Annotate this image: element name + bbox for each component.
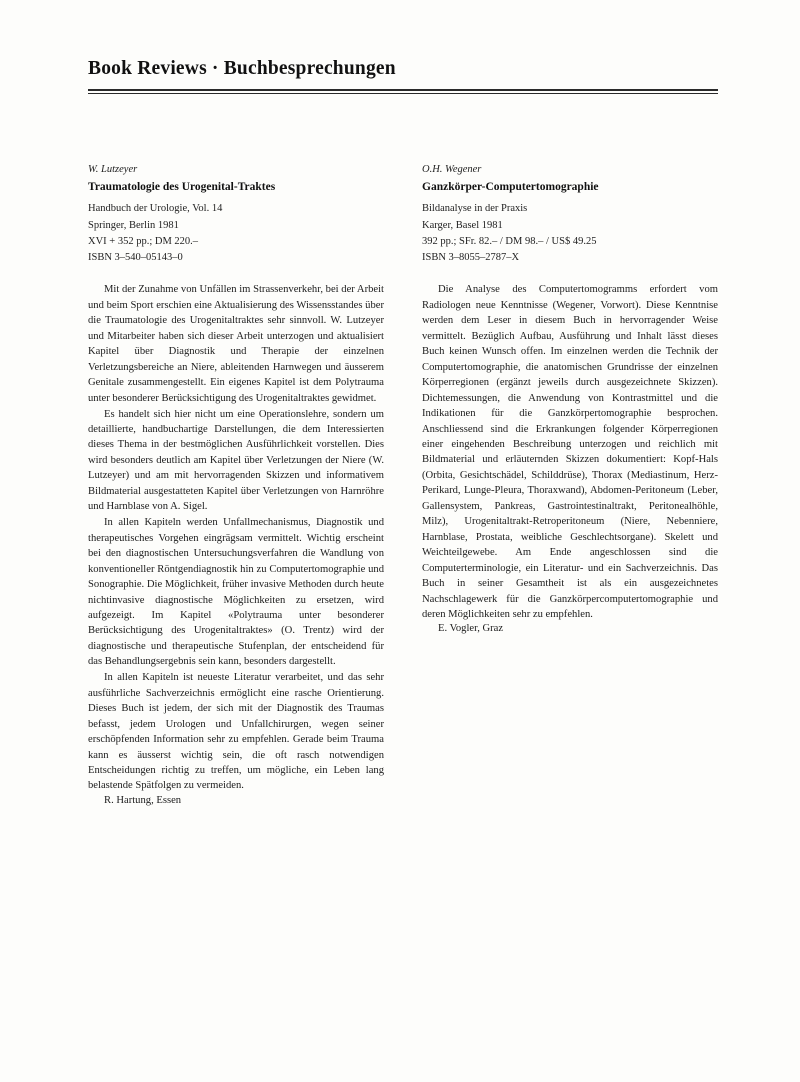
- review-body: [422, 282, 718, 622]
- review-column-right: [422, 164, 718, 806]
- review-paragraph: In allen Kapiteln werden Unfallmechanismus, Diagnostik und therapeutisches Vorgehen eingrägsam vermittelt. Wichtig erscheint bei den diagnostischen Untersuchungsverfahren die Wandlung von konventioneller Röntgendiagnostik hin zu Computertomographie und Sonographie. Die Möglichkeit, früher invasive Methoden durch heute nichtinvasive diagnostische Möglichkeiten zu ersetzen, wird aufgezeigt. Im Kapitel «Polytrauma unter besonderer Berücksichtigung des Urogenitaltraktes» (O. Trentz) wird der diagnostische und therapeutische Stufenplan, der entscheidend für das Behandlungsergebnis sein kann, besonders dargestellt.: [88, 517, 384, 668]
- review-paragraph: Die Analyse des Computertomogramms erfordert vom Radiologen neue Kenntnisse (Wegener, Vorwort). Diese Kenntnise werden dem Leser in diesem Buch in hervorragender Weise vermittelt. Bezüglich Aufbau, Ausführung und Inhalt lässt dieses Buch keinen Wunsch offen. Im einzelnen werden die Technik der Computertomographie, die anatomischen Grundrisse der einzelnen Körperregionen (ergänzt jeweils durch ausgezeichnete Skizzen). Dichtemessungen, die Anwendung von Kontrastmittel und die Indikationen für die Ganzkörpertomographie besprochen. Anschliessend sind die Erkrankungen folgender Körperregionen einer eingehenden Beschreibung unterzogen und reichlich mit Bildmaterial und erläuternden Skizzen dokumentiert: Kopf-Hals (Orbita, Gesichtschädel, Schilddrüse), Thorax (Mediastinum, Herz-Perikard, Lunge-Pleura, Thoraxwand), Abdomen-Peritoneum (Leber, Gallensystem, Pankreas, Gastrointestinaltrakt, Peritonealhöhle, Milz), Urogenitaltrakt-Retroperitoneum (Niere, Nebenniere, Harnblase, Prostata, weibliche Geschlechtsorgane). Skelett und Weichteilgewebe. Am Ende angeschlossen sind die Computerterminologie, ein Literatur- und ein Sachverzeichnis. Das Buch in seiner Gesamtheit ist als ein ausgezeichnetes Nachschlagewerk für die Ganzkörpercomputertomographie und deren Möglichkeiten sehr zu empfehlen.: [422, 284, 718, 620]
- title-divider: [88, 89, 718, 94]
- review-pages-price: 392 pp.; SFr. 82.– / DM 98.– / US$ 49.25: [422, 235, 597, 247]
- page-title: Book Reviews · Buchbesprechungen: [88, 58, 396, 79]
- review-metadata: [422, 201, 718, 266]
- review-signature: E. Vogler, Graz: [438, 623, 504, 635]
- review-isbn: ISBN 3–8055–2787–X: [422, 252, 520, 264]
- review-body: [88, 282, 384, 793]
- review-paragraph: In allen Kapiteln ist neueste Literatur verarbeitet, und das sehr ausführliche Sachverzeichnis ermöglicht eine rasche Orientierung. Dieses Buch ist jedem, der sich mit der Diagnostik des Traumas befasst, jedem Urologen und Unfallchirurgen, wegen seiner erschöpfenden Information sehr zu empfehlen. Gerade beim Trauma kann es äusserst wichtig sein, die oft rasch notwendigen Entscheidungen richtig zu treffen, um mögliche, ein Leben lang belastende Spätfolgen zu vermeiden.: [88, 672, 384, 792]
- review-title: Ganzkörper-Computertomographie: [422, 181, 599, 193]
- review-column-left: [88, 164, 384, 806]
- review-publisher: Springer, Berlin 1981: [88, 219, 179, 231]
- two-column-layout: [88, 164, 718, 806]
- review-paragraph: Es handelt sich hier nicht um eine Operationslehre, sondern um detaillierte, handbuchartige Darstellungen, die dem Interessierten dieses Thema in der bestmöglichen Ausführlichkeit vorstellen. Dies wird besonders deutlich am Kapitel über Verletzungen der Niere (W. Lutzeyer) und am mit hervorragenden Skizzen und informativem Bildmaterial ausgestatteten Kapitel über Verletzungen von Harnröhre und Harnblase von A. Sigel.: [88, 408, 384, 513]
- review-author: W. Lutzeyer: [88, 164, 138, 175]
- review-subtitle: Bildanalyse in der Praxis: [422, 203, 528, 215]
- review-title: Traumatologie des Urogenital-Traktes: [88, 181, 276, 193]
- review-series: Handbuch der Urologie, Vol. 14: [88, 203, 223, 215]
- review-author: O.H. Wegener: [422, 164, 482, 175]
- page-content: [88, 58, 718, 806]
- review-pages-price: XVI + 352 pp.; DM 220.–: [88, 235, 199, 247]
- review-publisher: Karger, Basel 1981: [422, 219, 503, 231]
- review-paragraph: Mit der Zunahme von Unfällen im Strassenverkehr, bei der Arbeit und beim Sport erschien eine Aktualisierung des Wissensstandes über die Traumatologie des Urogenitaltraktes sehr sinnvoll. W. Lutzeyer und Mitarbeiter haben sich dieser Arbeit unterzogen und aktualisiert Kapitel über Diagnostik und Therapie der einzelnen Verletzungsbereiche an Niere, ableitenden Harnwegen und äusserem Genitale zusammengestellt. Ein eigenes Kapitel ist dem Polytrauma unter besonderer Berücksichtigung des Urogenitaltraktes gewidmet.: [88, 284, 384, 404]
- review-isbn: ISBN 3–540–05143–0: [88, 252, 183, 264]
- review-signature: R. Hartung, Essen: [104, 794, 182, 806]
- review-metadata: [88, 201, 384, 266]
